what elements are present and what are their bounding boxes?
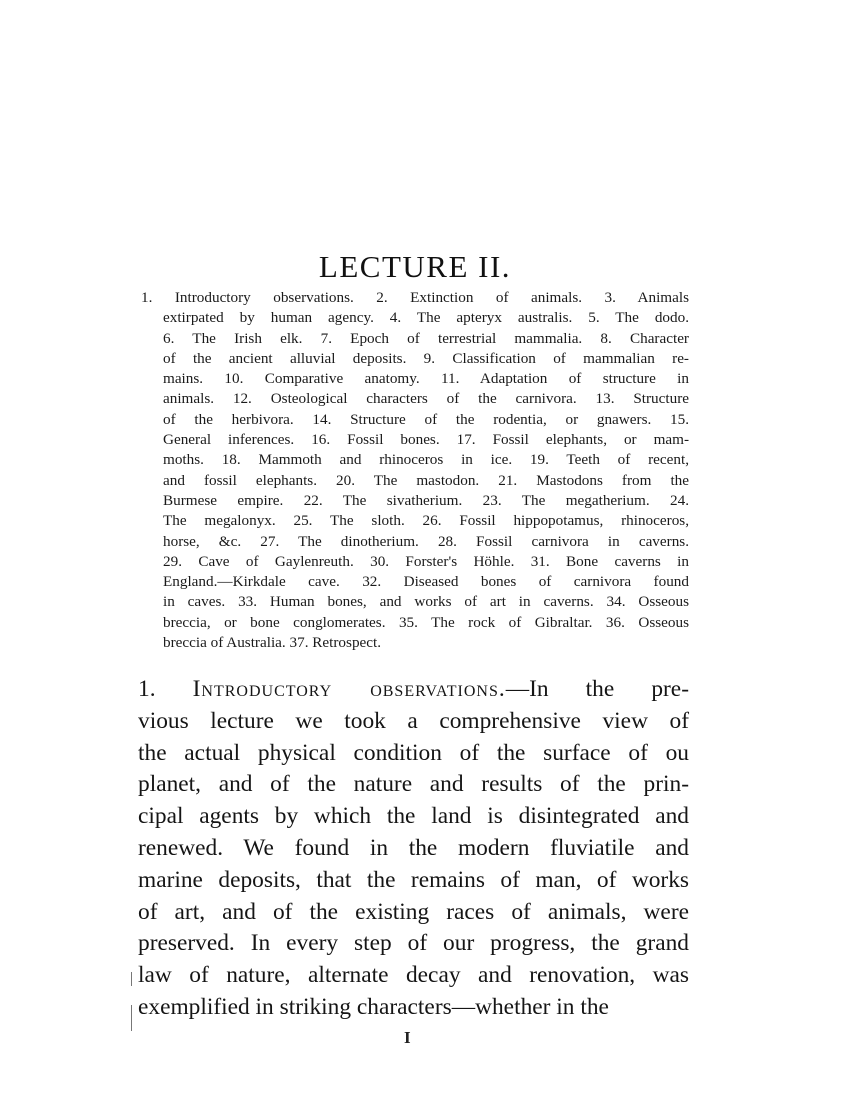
section-heading: Introductory observations. <box>192 676 506 702</box>
section-number: 1. <box>138 676 156 702</box>
page-folio: I <box>404 1028 411 1047</box>
body-line: the actual physical condition of the surface of ou <box>138 739 689 766</box>
summary-line: and fossil elephants. 20. The mastodon. 21. Mastodons from the <box>163 471 689 489</box>
lecture-summary <box>141 288 689 653</box>
body-line: preserved. In every step of our progress, the grand <box>138 930 689 957</box>
summary-line: The megalonyx. 25. The sloth. 26. Fossil hippopotamus, rhinoceros, <box>163 512 689 530</box>
show-through-text <box>125 68 705 223</box>
summary-line: Burmese empire. 22. The sivatherium. 23. The megatherium. 24. <box>163 491 689 509</box>
summary-line: 6. The Irish elk. 7. Epoch of terrestrial mammalia. 8. Character <box>163 329 689 347</box>
summary-line: of the herbivora. 14. Structure of the rodentia, or gnawers. 15. <box>163 410 689 428</box>
body-line: vious lecture we took a comprehensive view of <box>138 707 689 734</box>
margin-mark <box>131 1005 132 1031</box>
first-body-line <box>138 674 689 706</box>
body-line: marine deposits, that the remains of man, of works <box>138 866 689 893</box>
summary-line: moths. 18. Mammoth and rhinoceros in ice. 19. Teeth of recent, <box>163 451 689 469</box>
summary-line: General inferences. 16. Fossil bones. 17. Fossil elephants, or mam- <box>163 431 689 449</box>
summary-line: 1. Introductory observations. 2. Extinction of animals. 3. Animals <box>141 289 689 306</box>
summary-line: breccia, or bone conglomerates. 35. The rock of Gibraltar. 36. Osseous <box>163 613 689 631</box>
body-line: renewed. We found in the modern fluviatile and <box>138 834 689 861</box>
summary-line: mains. 10. Comparative anatomy. 11. Adaptation of structure in <box>163 370 689 388</box>
body-line: exemplified in striking characters—whether in the <box>138 993 609 1020</box>
summary-line: horse, &c. 27. The dinotherium. 28. Fossil carnivora in caverns. <box>163 532 689 550</box>
body-line: planet, and of the nature and results of the prin- <box>138 771 689 798</box>
summary-line: breccia of Australia. 37. Retrospect. <box>163 634 382 652</box>
body-line: cipal agents by which the land is disintegrated and <box>138 803 689 830</box>
first-line-rest: —In the pre- <box>505 676 689 702</box>
summary-line: of the ancient alluvial deposits. 9. Classification of mammalian re- <box>163 349 689 367</box>
page-title: LECTURE II. <box>318 248 512 284</box>
summary-line: 29. Cave of Gaylenreuth. 30. Forster's Höhle. 31. Bone caverns in <box>163 552 689 570</box>
body-text <box>138 674 689 1024</box>
body-line: law of nature, alternate decay and renovation, was <box>138 962 689 989</box>
margin-mark <box>131 972 132 986</box>
summary-line: England.—Kirkdale cave. 32. Diseased bones of carnivora found <box>163 573 689 591</box>
summary-line: extirpated by human agency. 4. The apteryx australis. 5. The dodo. <box>163 309 689 327</box>
summary-line: in caves. 33. Human bones, and works of art in caverns. 34. Osseous <box>163 593 689 611</box>
summary-line: animals. 12. Osteological characters of the carnivora. 13. Structure <box>163 390 689 408</box>
body-line: of art, and of the existing races of animals, were <box>138 898 689 925</box>
